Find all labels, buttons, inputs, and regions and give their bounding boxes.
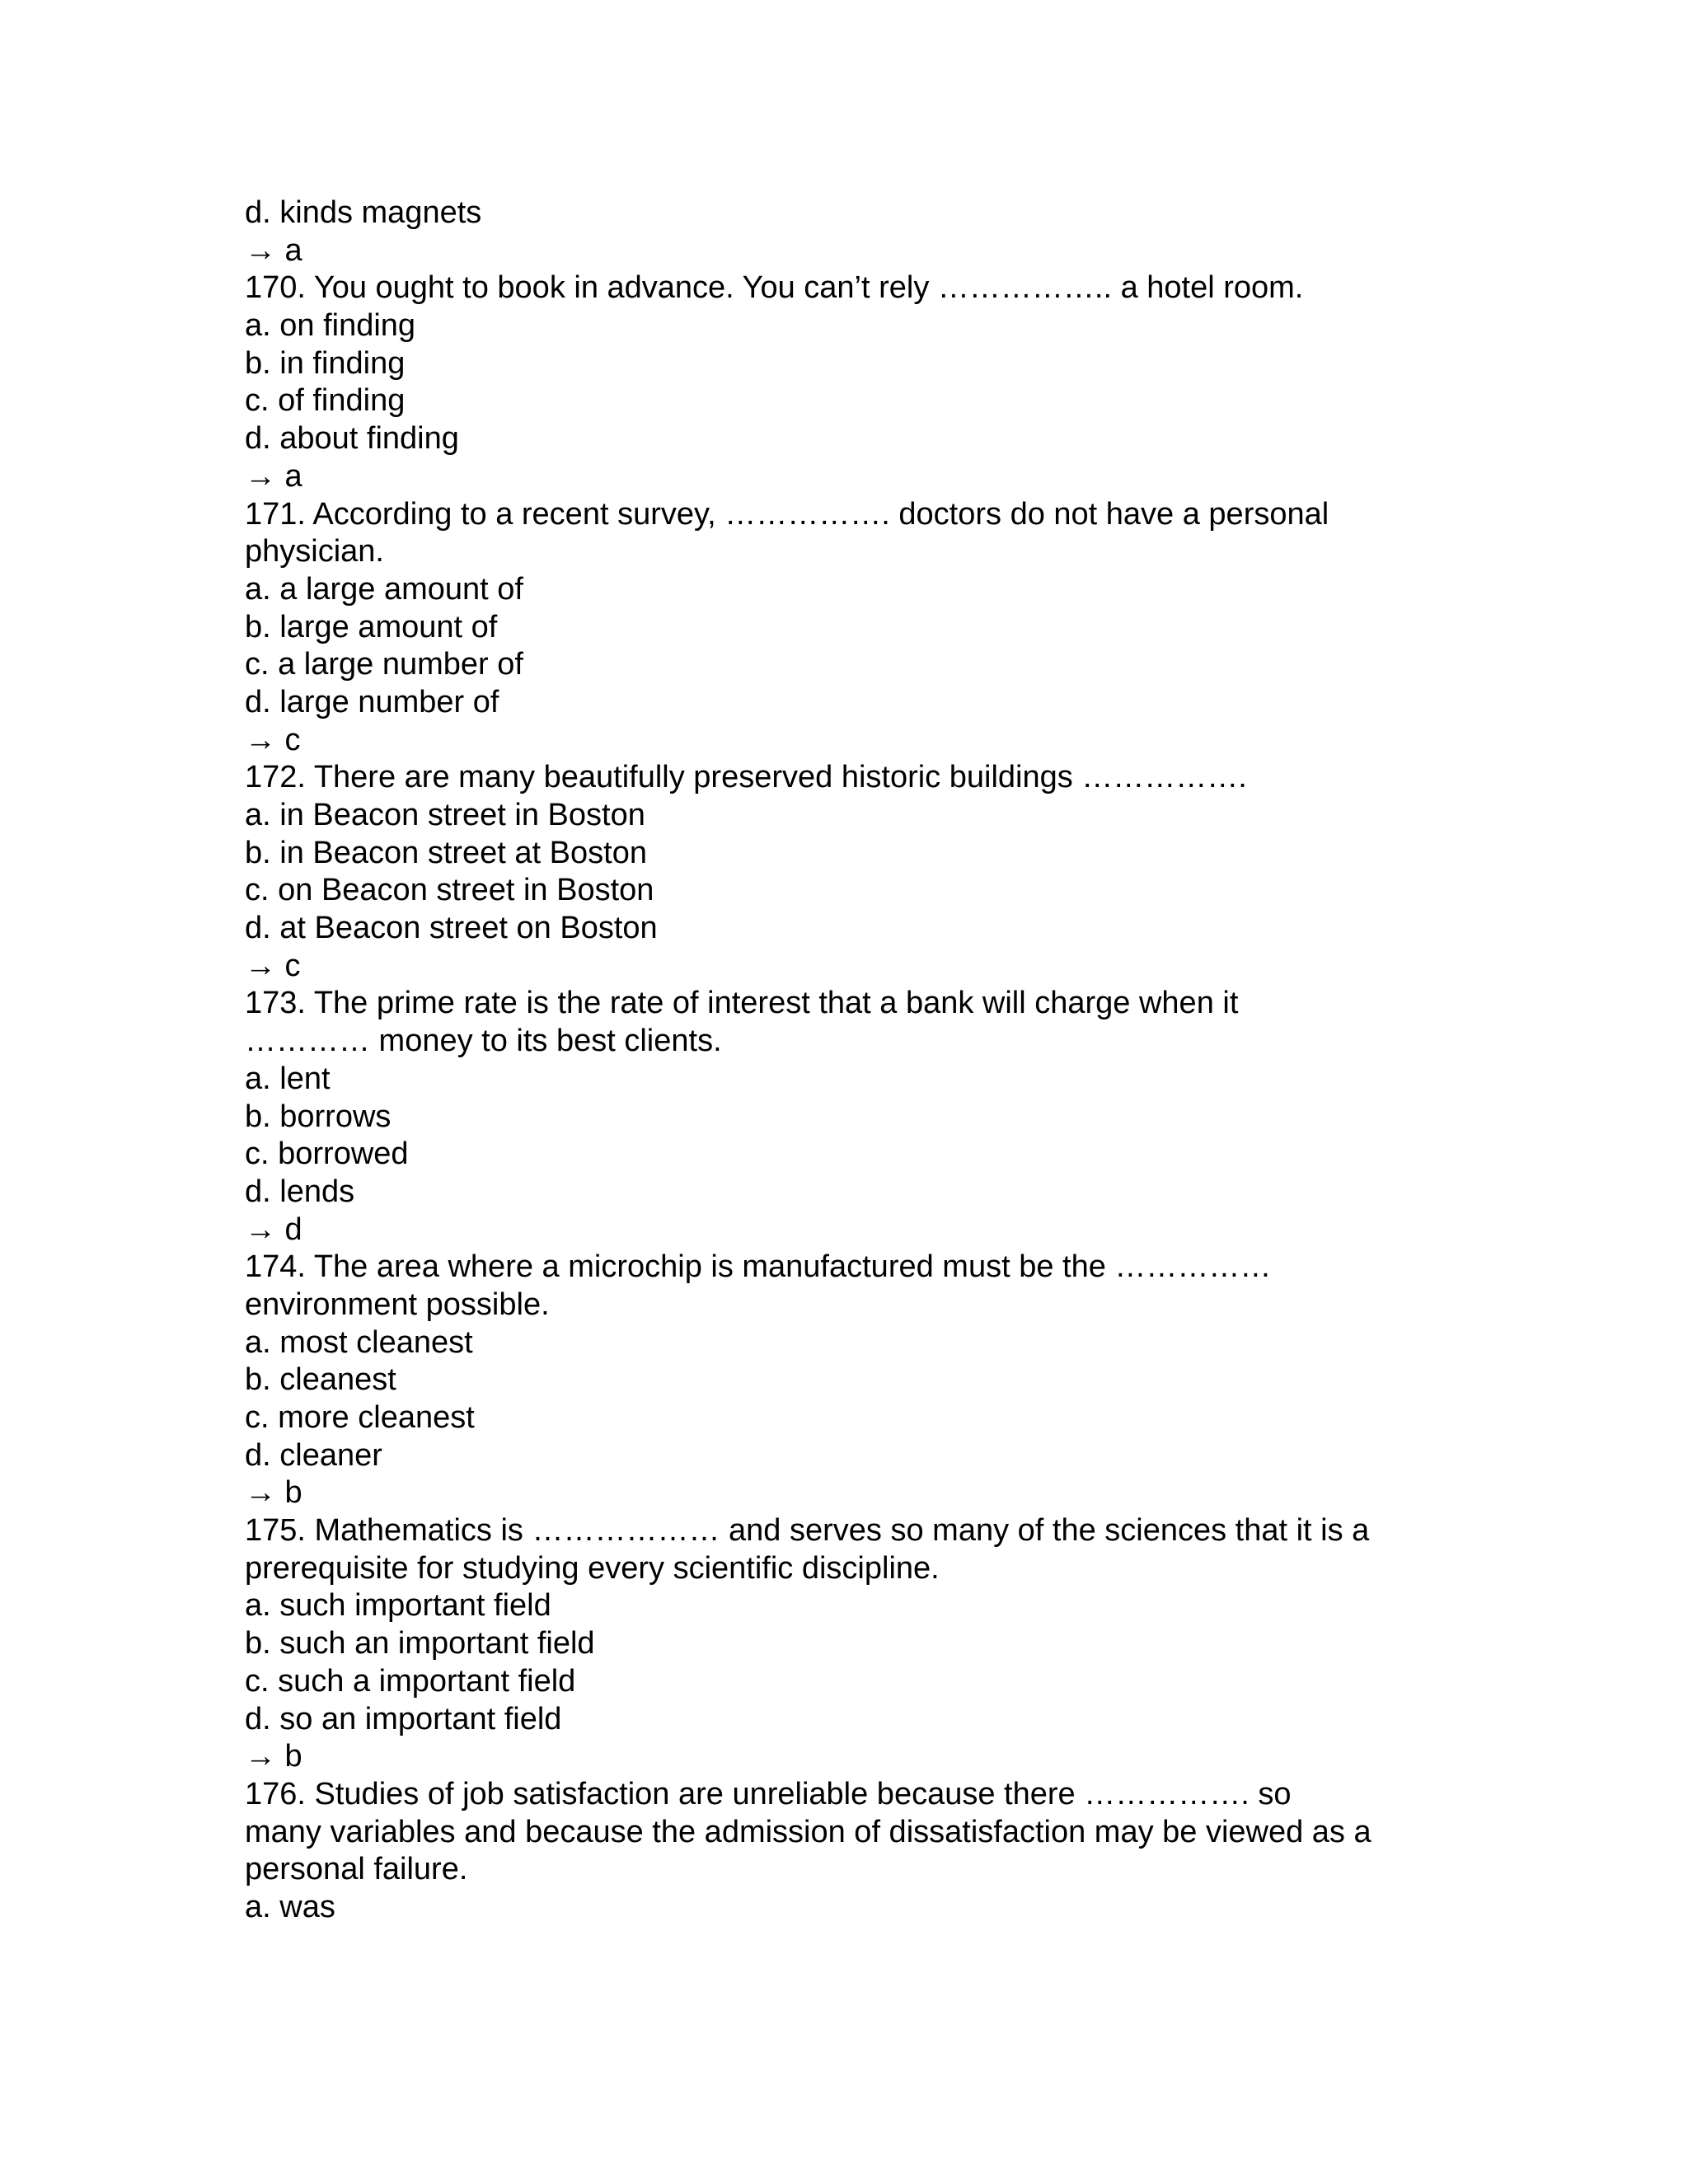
option-line: a. most cleanest — [245, 1324, 473, 1360]
question-line: physician. — [245, 534, 384, 569]
option-line: c. on Beacon street in Boston — [245, 873, 654, 908]
option-line: d. lends — [245, 1174, 355, 1209]
option-line: d. kinds magnets — [245, 195, 482, 230]
question-line: many variables and because the admission of dissatisfaction may be viewed as a — [245, 1814, 1372, 1849]
option-line: d. so an important field — [245, 1701, 562, 1736]
option-line: c. more cleanest — [245, 1400, 475, 1435]
question-line: 175. Mathematics is ……………… and serves so many of the sciences that it is a — [245, 1513, 1370, 1549]
option-line: b. large amount of — [245, 609, 498, 644]
option-line: b. in finding — [245, 345, 406, 381]
option-line: d. large number of — [245, 684, 499, 719]
answer-line: → b — [245, 1475, 302, 1511]
question-line: personal failure. — [245, 1852, 468, 1887]
option-line: d. about finding — [245, 421, 459, 457]
option-line: a. such important field — [245, 1588, 551, 1624]
answer-line: → c — [245, 948, 301, 983]
option-line: c. such a important field — [245, 1663, 576, 1699]
option-line: a. on finding — [245, 308, 416, 344]
option-line: b. such an important field — [245, 1626, 595, 1661]
option-line: b. cleanest — [245, 1362, 396, 1398]
answer-line: → a — [245, 458, 302, 494]
option-line: a. was — [245, 1889, 335, 1924]
option-line: c. a large number of — [245, 647, 523, 682]
option-line: a. in Beacon street in Boston — [245, 798, 645, 832]
option-line: c. of finding — [245, 383, 406, 419]
option-line: b. in Beacon street at Boston — [245, 835, 647, 870]
answer-line: → d — [245, 1212, 302, 1247]
option-line: b. borrows — [245, 1099, 392, 1134]
question-line: 170. You ought to book in advance. You can’t rely …………….. a hotel room. — [245, 270, 1304, 306]
question-line: 173. The prime rate is the rate of interest that a bank will charge when it — [245, 986, 1239, 1021]
option-line: a. a large amount of — [245, 571, 523, 607]
question-line: environment possible. — [245, 1286, 550, 1322]
answer-line: → c — [245, 722, 301, 757]
option-line: a. lent — [245, 1061, 331, 1096]
option-line: d. cleaner — [245, 1437, 382, 1473]
question-line: 172. There are many beautifully preserved historic buildings ……………. — [245, 760, 1247, 795]
question-line: 171. According to a recent survey, ……………. doctors do not have a personal — [245, 496, 1329, 532]
answer-line: → a — [245, 232, 302, 268]
document-body — [245, 194, 1456, 1927]
answer-line: → b — [245, 1739, 302, 1774]
option-line: d. at Beacon street on Boston — [245, 911, 658, 946]
question-line: ………… money to its best clients. — [245, 1024, 722, 1059]
option-line: c. borrowed — [245, 1137, 409, 1172]
question-line: prerequisite for studying every scientific discipline. — [245, 1550, 940, 1586]
question-line: 176. Studies of job satisfaction are unreliable because there ……………. so — [245, 1776, 1292, 1811]
question-line: 174. The area where a microchip is manufactured must be the …………… — [245, 1249, 1272, 1285]
